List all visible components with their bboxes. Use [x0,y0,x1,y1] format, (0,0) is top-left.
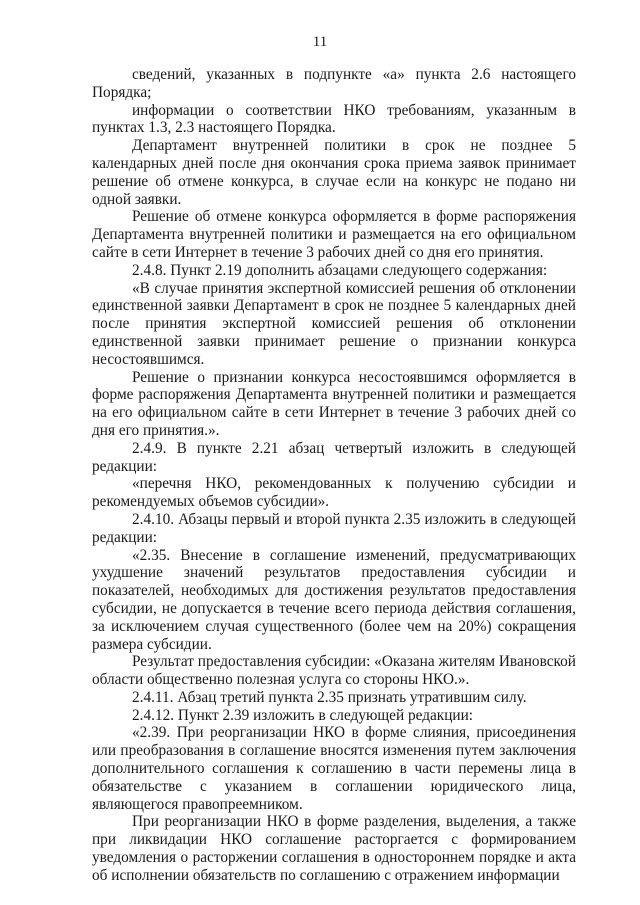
paragraph: 2.4.10. Абзацы первый и второй пункта 2.35 изложить в следующей редакции: [92,510,576,546]
paragraph: «2.35. Внесение в соглашение изменений, предусматривающих ухудшение значений результатов предоставления субсидии и показателей, необходимых для достижения результатов предоставления субсидии, не допускается в течение всего периода действия соглашения, за исключением случая существенного (более чем на 20%) сокращения размера субсидии. [92,546,576,653]
paragraph: Департамент внутренней политики в срок не позднее 5 календарных дней после дня окончания срока приема заявок принимает решение об отмене конкурса, в случае если на конкурс не подано ни одной заявки. [92,137,576,208]
paragraph: 2.4.9. В пункте 2.21 абзац четвертый изложить в следующей редакции: [92,439,576,475]
paragraph: При реорганизации НКО в форме разделения, выделения, а также при ликвидации НКО соглашение расторгается с формированием уведомления о расторжении соглашения в одностороннем порядке и акта об исполнении обязательств по соглашению с отражением информации [92,813,576,884]
paragraph: «2.39. При реорганизации НКО в форме слияния, присоединения или преобразования в соглашение вносятся изменения путем заключения дополнительного соглашения к соглашению в части перемены лица в обязательстве с указанием в соглашении юридического лица, являющегося правопреемником. [92,724,576,813]
paragraph: 2.4.8. Пункт 2.19 дополнить абзацами следующего содержания: [132,261,548,279]
page-number: 11 [312,34,328,50]
paragraph: Решение о признании конкурса несостоявшимся оформляется в форме распоряжения Департамента внутренней политики и размещается на его официальном сайте в сети Интернет в течение 3 рабочих дней со дня его принятия.». [92,368,576,439]
paragraph: сведений, указанных в подпункте «а» пункта 2.6 настоящего Порядка; [92,66,576,101]
paragraph: Решение об отмене конкурса оформляется в форме распоряжения Департамента внутренней политики и размещается на его официальном сайте в сети Интернет в течение 3 рабочих дней со дня его принятия. [92,208,576,261]
paragraph: 2.4.11. Абзац третий пункта 2.35 признать утратившим силу. [132,688,527,706]
paragraph: 2.4.12. Пункт 2.39 изложить в следующей редакции: [132,706,474,724]
paragraph: Результат предоставления субсидии: «Оказана жителям Ивановской области общественно полезная услуга со стороны НКО.». [92,653,576,689]
document-body [92,66,576,885]
paragraph: «перечня НКО, рекомендованных к получению субсидии и рекомендуемых объемов субсидии». [92,475,576,511]
paragraph: информации о соответствии НКО требованиям, указанным в пунктах 1.3, 2.3 настоящего Порядка. [92,101,576,137]
paragraph: «В случае принятия экспертной комиссией решения об отклонении единственной заявки Департамент в срок не позднее 5 календарных дней после принятия экспертной комиссией решения об отклонении единственной заявки принимает решение о признании конкурса несостоявшимся. [92,279,576,368]
